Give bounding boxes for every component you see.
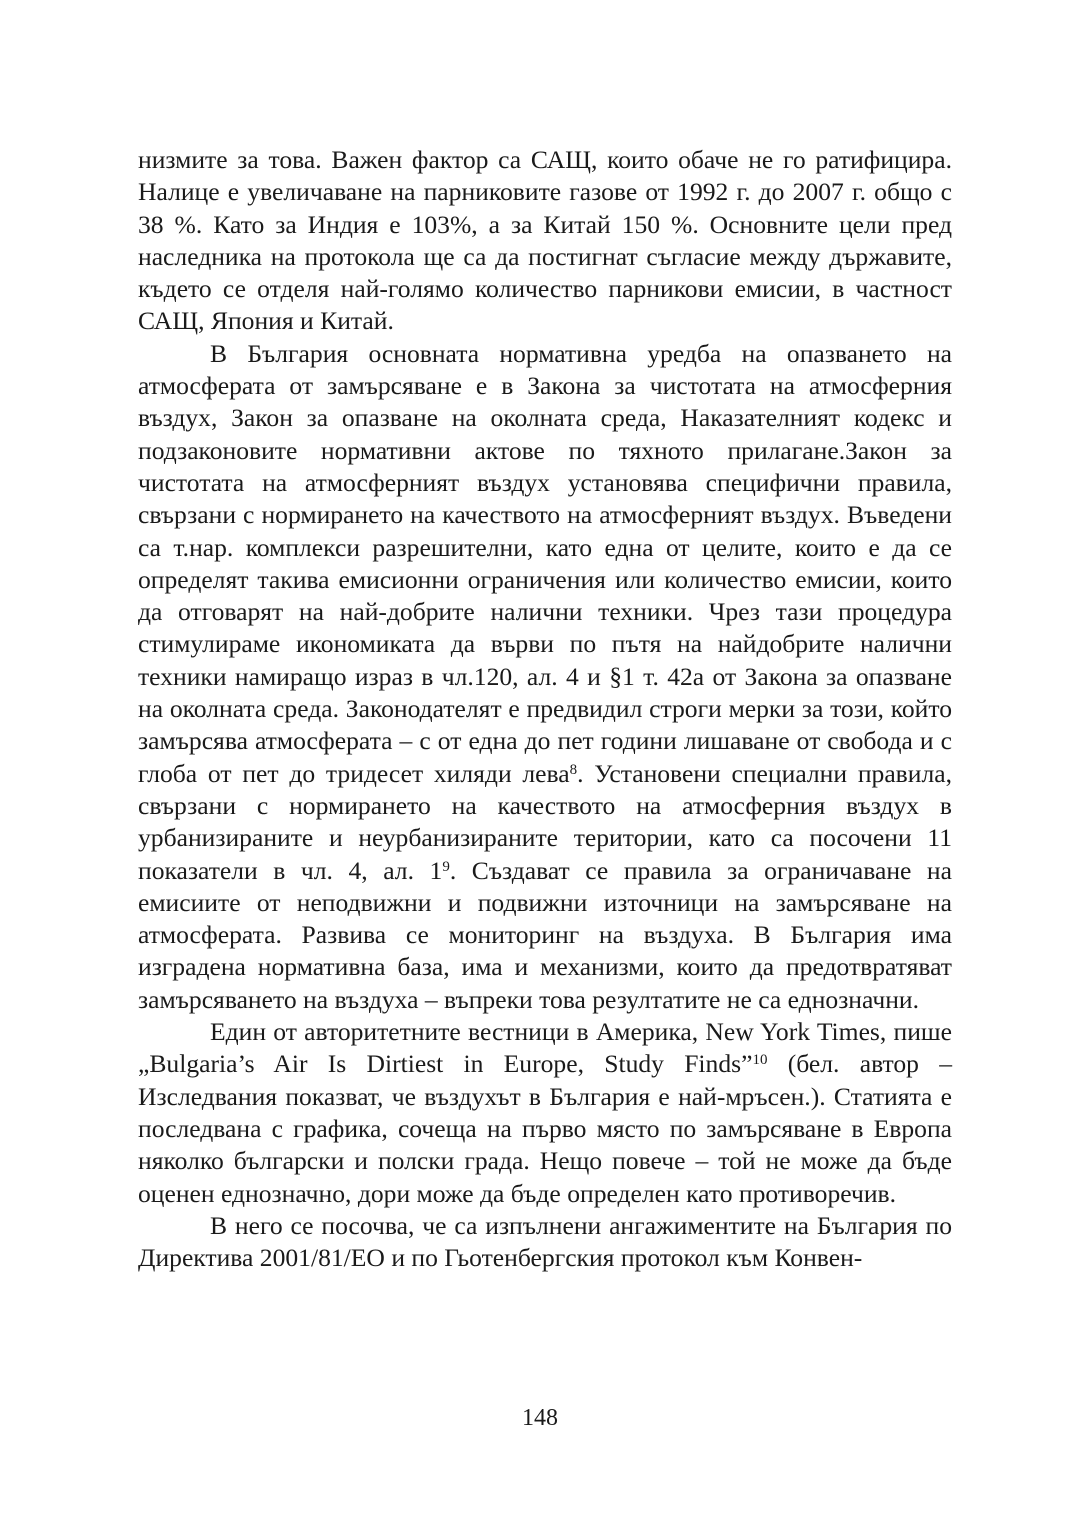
paragraph-3-text: Един от авторитетните вестници в Америка, New York Times, пише „Bulgaria’s Air Is Dirtiest in Europe, Study Finds”: [138, 1017, 952, 1079]
paragraph-3: [138, 1016, 952, 1210]
page-number: 148: [522, 1405, 558, 1431]
paragraph-3-text-cont: (бел. автор – Изследвания показват, че въздухът в България е най-мръсен.). Статията е последвана с графика, сочеща на първо място по замърсяване в Европа няколко български и полски града. Нещо повече – той не може да бъде оценен еднозначно, дори може да бъде определен като противоречив.: [138, 1049, 952, 1208]
paragraph-2-text: В България основната нормативна уредба на опазването на атмосферата от замърсяване е в Закона за чистотата на атмосферния въздух, Закон за опазване на околната среда, Наказателният кодекс и подзаконовите нормативни актове по тяхното прилагане.Закон за чистотата на атмосферният въздух установява специфични правила, свързани с нормирането на качеството на атмосферният въздух. Въведени са т.нар. комплекси разрешителни, като една от целите, които е да се определят такива емисионни ограничения или количество емисии, които да отговарят на най-добрите налични техники. Чрез тази процедура стимулираме икономиката да върви по пътя на найдобрите налични техники намиращо израз в чл.120, ал. 4 и §1 т. 42а от Закона за опазване на околната среда. Законодателят е предвидил строги мерки за този, който замърсява атмосферата – с от една до пет години лишаване от свобода и с глоба от пет до тридесет хиляди лева: [138, 338, 952, 788]
paragraph-2-text-cont: . Установени специални правила, свързани с нормирането на качеството на атмосферния въздух в урбанизираните и неурбанизираните територии, като са посочени 11 показатели в чл. 4, ал. 1: [138, 758, 952, 885]
paragraph-2-text-end: . Създават се правила за ограничаване на емисиите от неподвижни и подвижни източници на замърсяване на атмосферата. Развива се мониторинг на въздуха. В България има изградена нормативна база, има и механизми, които да предотвратяват замърсяването на въздуха – въпреки това резултатите не са еднозначни.: [138, 855, 952, 1014]
page-body: [138, 144, 952, 1274]
paragraph-1-text: низмите за това. Важен фактор са САЩ, които обаче не го ратифицира. Налице е увеличаване на парниковите газове от 1992 г. до 2007 г. общо с 38 %. Като за Индия е 103%, а за Китай 150 %. Основните цели пред наследника на протокола ще са да постигнат съгласие между държавите, където се отделя най-голямо количество парникови емисии, в частност САЩ, Япония и Китай.: [138, 145, 952, 336]
paragraph-4-text: В него се посочва, че са изпълнени ангажиментите на България по Директива 2001/81/ЕО и по Гьотенбергския протокол към Конвен-: [138, 1210, 952, 1273]
paragraph-1: [138, 144, 952, 338]
footnote-marker-10: 10: [752, 1052, 768, 1069]
footnote-marker-9: 9: [442, 858, 450, 875]
footnote-marker-8: 8: [569, 761, 578, 778]
paragraph-2: [138, 338, 952, 1016]
paragraph-4: [138, 1210, 952, 1275]
